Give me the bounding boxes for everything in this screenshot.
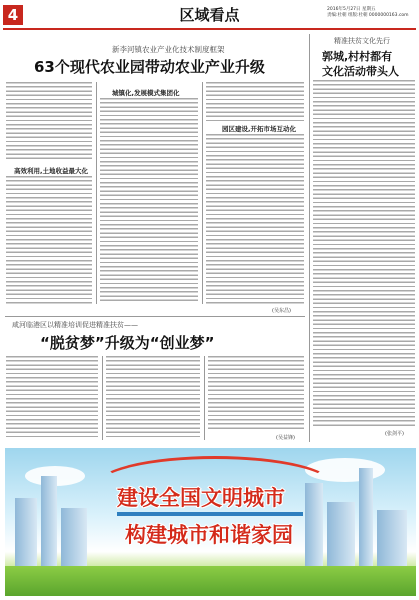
building-shape <box>61 508 87 568</box>
article1-text-col3b <box>206 134 304 304</box>
article1-text-col1a <box>6 82 92 162</box>
civic-banner-image <box>5 448 416 596</box>
article1-text-col2 <box>100 98 198 304</box>
article1-kicker: 新李河镇农业产业化技术制度框架 <box>112 45 225 54</box>
issue-editors: 责编:杜朝 组版:杜朝 0000000163.com <box>327 13 409 18</box>
article1-subhead-2: 城镇化,发展模式集团化 <box>112 89 180 97</box>
building-shape <box>359 468 373 568</box>
building-shape <box>327 502 355 568</box>
section-title: 区域看点 <box>179 6 240 24</box>
article2-source: (张剑平) <box>385 431 404 437</box>
issue-date: 2016年5月27日 星期五 <box>327 7 376 12</box>
grass-shape <box>5 566 416 596</box>
column-rule <box>96 82 97 304</box>
article1-subhead-3: 园区建设,开拓市场互动化 <box>222 125 296 133</box>
article2-headline-line1: 郭城,村村都有 <box>322 50 393 63</box>
section-divider <box>5 316 305 317</box>
building-shape <box>377 510 407 568</box>
article3-headline: “脱贫梦”升级为“创业梦” <box>40 334 215 352</box>
column-rule <box>204 356 205 440</box>
header-rule <box>3 28 416 30</box>
article1-text-col1b <box>6 176 92 304</box>
article2-text <box>313 80 415 426</box>
column-rule <box>202 82 203 304</box>
article3-kicker: 咸河临港区以精准培训促进精准扶贫—— <box>12 321 138 329</box>
article3-text-col2 <box>106 356 200 440</box>
banner-underline <box>117 512 303 516</box>
building-shape <box>305 483 323 568</box>
page-number-badge: 4 <box>3 5 23 25</box>
column-rule <box>102 356 103 440</box>
article1-text-col3a <box>206 82 304 122</box>
banner-slogan-line1: 建设全国文明城市 <box>117 486 285 510</box>
issue-info <box>327 7 413 19</box>
article2-headline-line2: 文化活动带头人 <box>322 65 399 78</box>
banner-slogan-line2: 构建城市和谐家园 <box>125 523 293 547</box>
building-shape <box>15 498 37 568</box>
article1-subhead-1: 高效利用,土地收益最大化 <box>14 167 88 175</box>
article1-headline: 63个现代农业园带动农业产业升级 <box>34 58 265 76</box>
masthead <box>0 0 419 30</box>
building-shape <box>41 476 57 568</box>
article3-source: (吴益锋) <box>276 435 295 441</box>
article1-source: (吴东昌) <box>272 308 291 314</box>
column-rule <box>309 34 310 442</box>
article2-kicker: 精准扶贫文化先行 <box>334 37 390 45</box>
article3-text-col3 <box>208 356 304 430</box>
article3-text-col1 <box>6 356 98 440</box>
